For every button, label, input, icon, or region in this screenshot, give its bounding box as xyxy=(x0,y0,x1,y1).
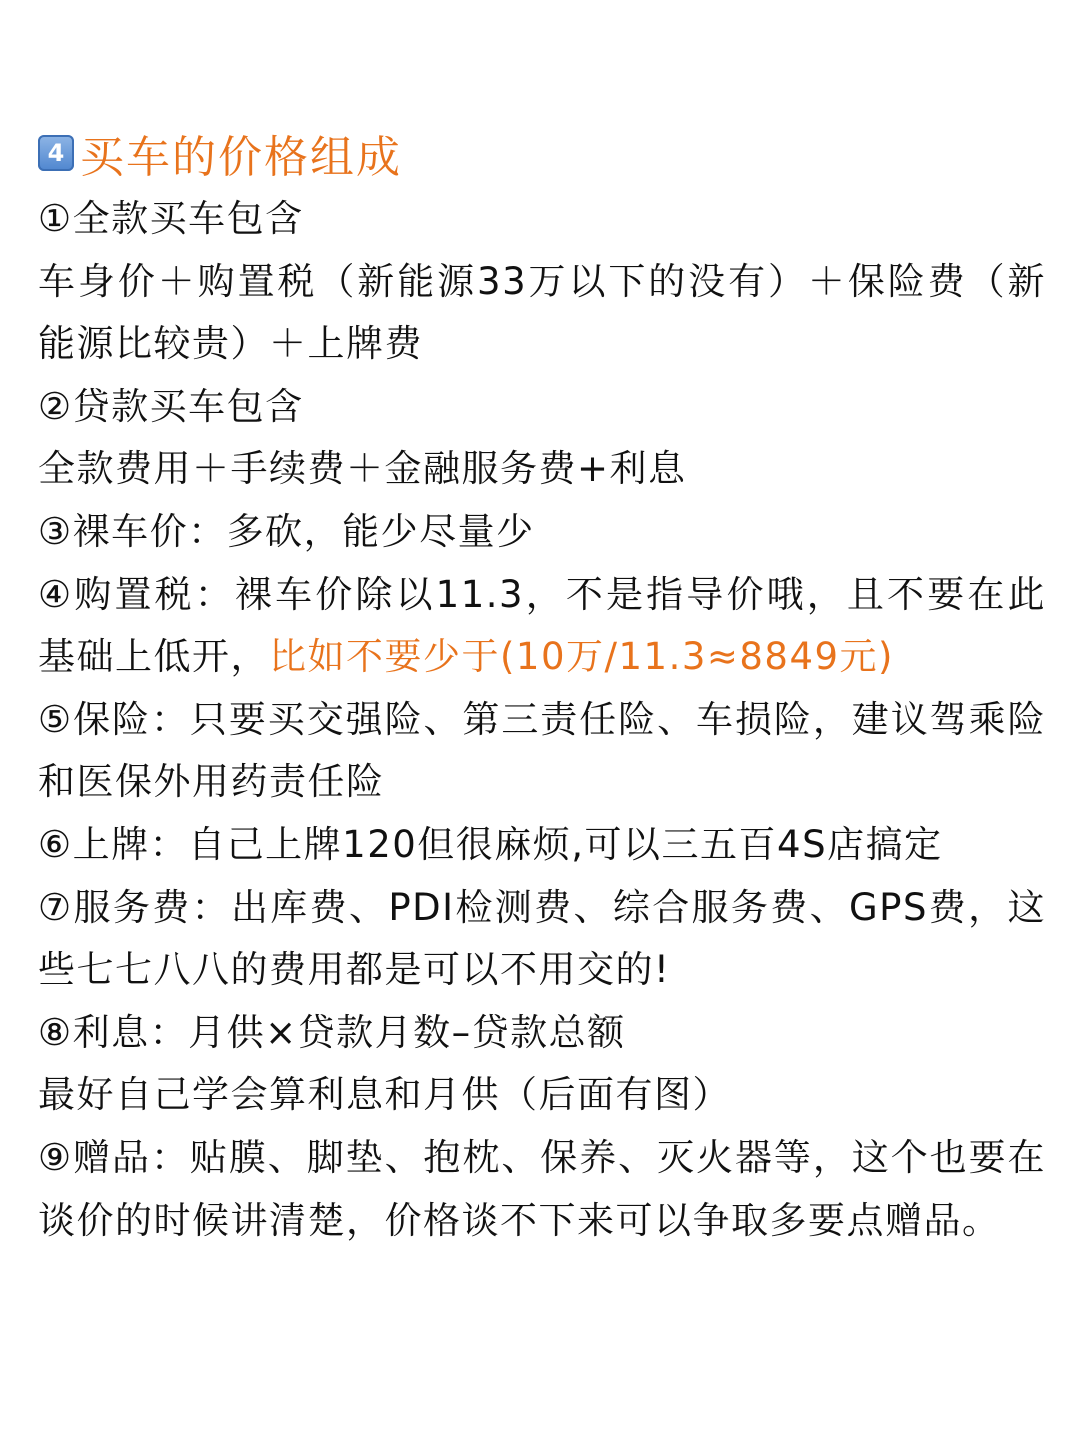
paragraph-6-highlight: 比如不要少于(10万/11.3≈8849元) xyxy=(269,635,894,679)
paragraph-6-text: ④购置税：裸车价除以11.3，不是指导价哦，且不要在此基础上低开， xyxy=(38,572,1046,679)
paragraph-10: ⑧利息：月供×贷款月数–贷款总额 xyxy=(38,1010,626,1054)
paragraph-9: ⑦服务费：出库费、PDI检测费、综合服务费、GPS费，这些七七八八的费用都是可以不用交的! xyxy=(38,885,1046,992)
paragraph-3: ②贷款买车包含 xyxy=(38,384,304,428)
paragraph-5: ③裸车价：多砍，能少尽量少 xyxy=(38,509,535,553)
section-title: 买车的价格组成 xyxy=(80,132,402,183)
content-body xyxy=(38,188,1046,1252)
section-heading xyxy=(38,118,1046,188)
paragraph-11: 最好自己学会算利息和月供（后面有图） xyxy=(38,1073,731,1117)
paragraph-6 xyxy=(38,564,1046,689)
paragraph-12: ⑨赠品：贴膜、脚垫、抱枕、保养、灭火器等，这个也要在谈价的时候讲清楚，价格谈不下来可以争取多要点赠品。 xyxy=(38,1135,1046,1242)
paragraph-2: 车身价＋购置税（新能源33万以下的没有）＋保险费（新能源比较贵）＋上牌费 xyxy=(38,259,1046,366)
paragraph-4: 全款费用＋手续费＋金融服务费+利息 xyxy=(38,447,687,491)
keycap-number-icon: 4 xyxy=(38,135,74,171)
paragraph-1: ①全款买车包含 xyxy=(38,197,304,240)
paragraph-7: ⑤保险：只要买交强险、第三责任险、车损险，建议驾乘险和医保外用药责任险 xyxy=(38,697,1046,804)
paragraph-8: ⑥上牌：自己上牌120但很麻烦,可以三五百4S店搞定 xyxy=(38,822,943,866)
